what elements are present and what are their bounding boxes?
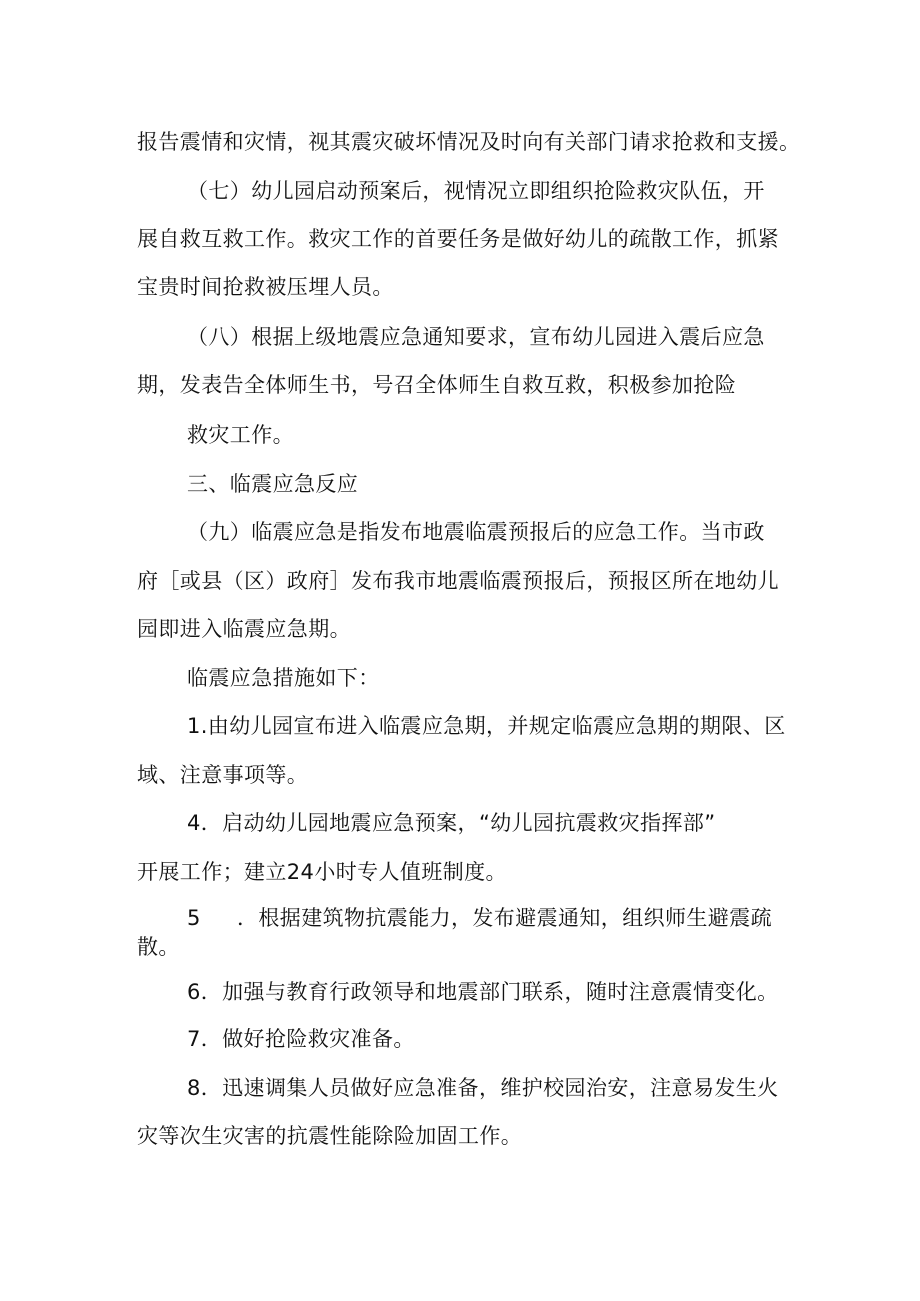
section-heading: 三、临震应急反应 — [187, 472, 359, 496]
list-item: 散。 — [137, 935, 180, 959]
paragraph-line: （七）幼儿园启动预案后，视情况立即组织抢险救灾队伍，开 — [187, 179, 765, 203]
list-item: 6．加强与教育行政领导和地震部门联系，随时注意震情变化。 — [187, 980, 779, 1004]
paragraph-line: 临震应急措施如下： — [187, 666, 380, 690]
paragraph-line: 期，发表告全体师生书，号召全体师生自救互救，积极参加抢险 — [137, 373, 737, 397]
paragraph-line: 报告震情和灾情，视其震灾破坏情况及时向有关部门请求抢救和支援。 — [137, 130, 801, 154]
list-item: 开展工作；建立24小时专人值班制度。 — [137, 860, 507, 884]
paragraph-line: （九）临震应急是指发布地震临震预报后的应急工作。当市政 — [187, 520, 765, 544]
list-item: 灾等次生灾害的抗震性能除险加固工作。 — [137, 1124, 523, 1148]
list-item: 4．启动幼儿园地震应急预案，“幼儿园抗震救灾指挥部” — [187, 811, 716, 835]
list-item: 1.由幼儿园宣布进入临震应急期，并规定临震应急期的期限、区 — [187, 714, 786, 738]
paragraph-line: 宝贵时间抢救被压埋人员。 — [137, 275, 394, 299]
paragraph-line: 府［或县（区）政府］发布我市地震临震预报后，预报区所在地幼儿 — [137, 569, 779, 593]
list-item: 域、注意事项等。 — [137, 763, 309, 787]
paragraph-line: （八）根据上级地震应急通知要求，宣布幼儿园进入震后应急 — [187, 325, 765, 349]
paragraph-line: 园即进入临震应急期。 — [137, 617, 351, 641]
paragraph-line: 救灾工作。 — [187, 423, 294, 447]
list-item: 8．迅速调集人员做好应急准备，维护校园治安，注意易发生火 — [187, 1076, 779, 1100]
paragraph-line: 展自救互救工作。救灾工作的首要任务是做好幼儿的疏散工作，抓紧 — [137, 227, 779, 251]
list-item: ．根据建筑物抗震能力，发布避震通知，组织师生避震疏 — [237, 906, 772, 930]
list-item: 7．做好抢险救灾准备。 — [187, 1027, 415, 1051]
list-item-number: 5 — [187, 906, 201, 930]
